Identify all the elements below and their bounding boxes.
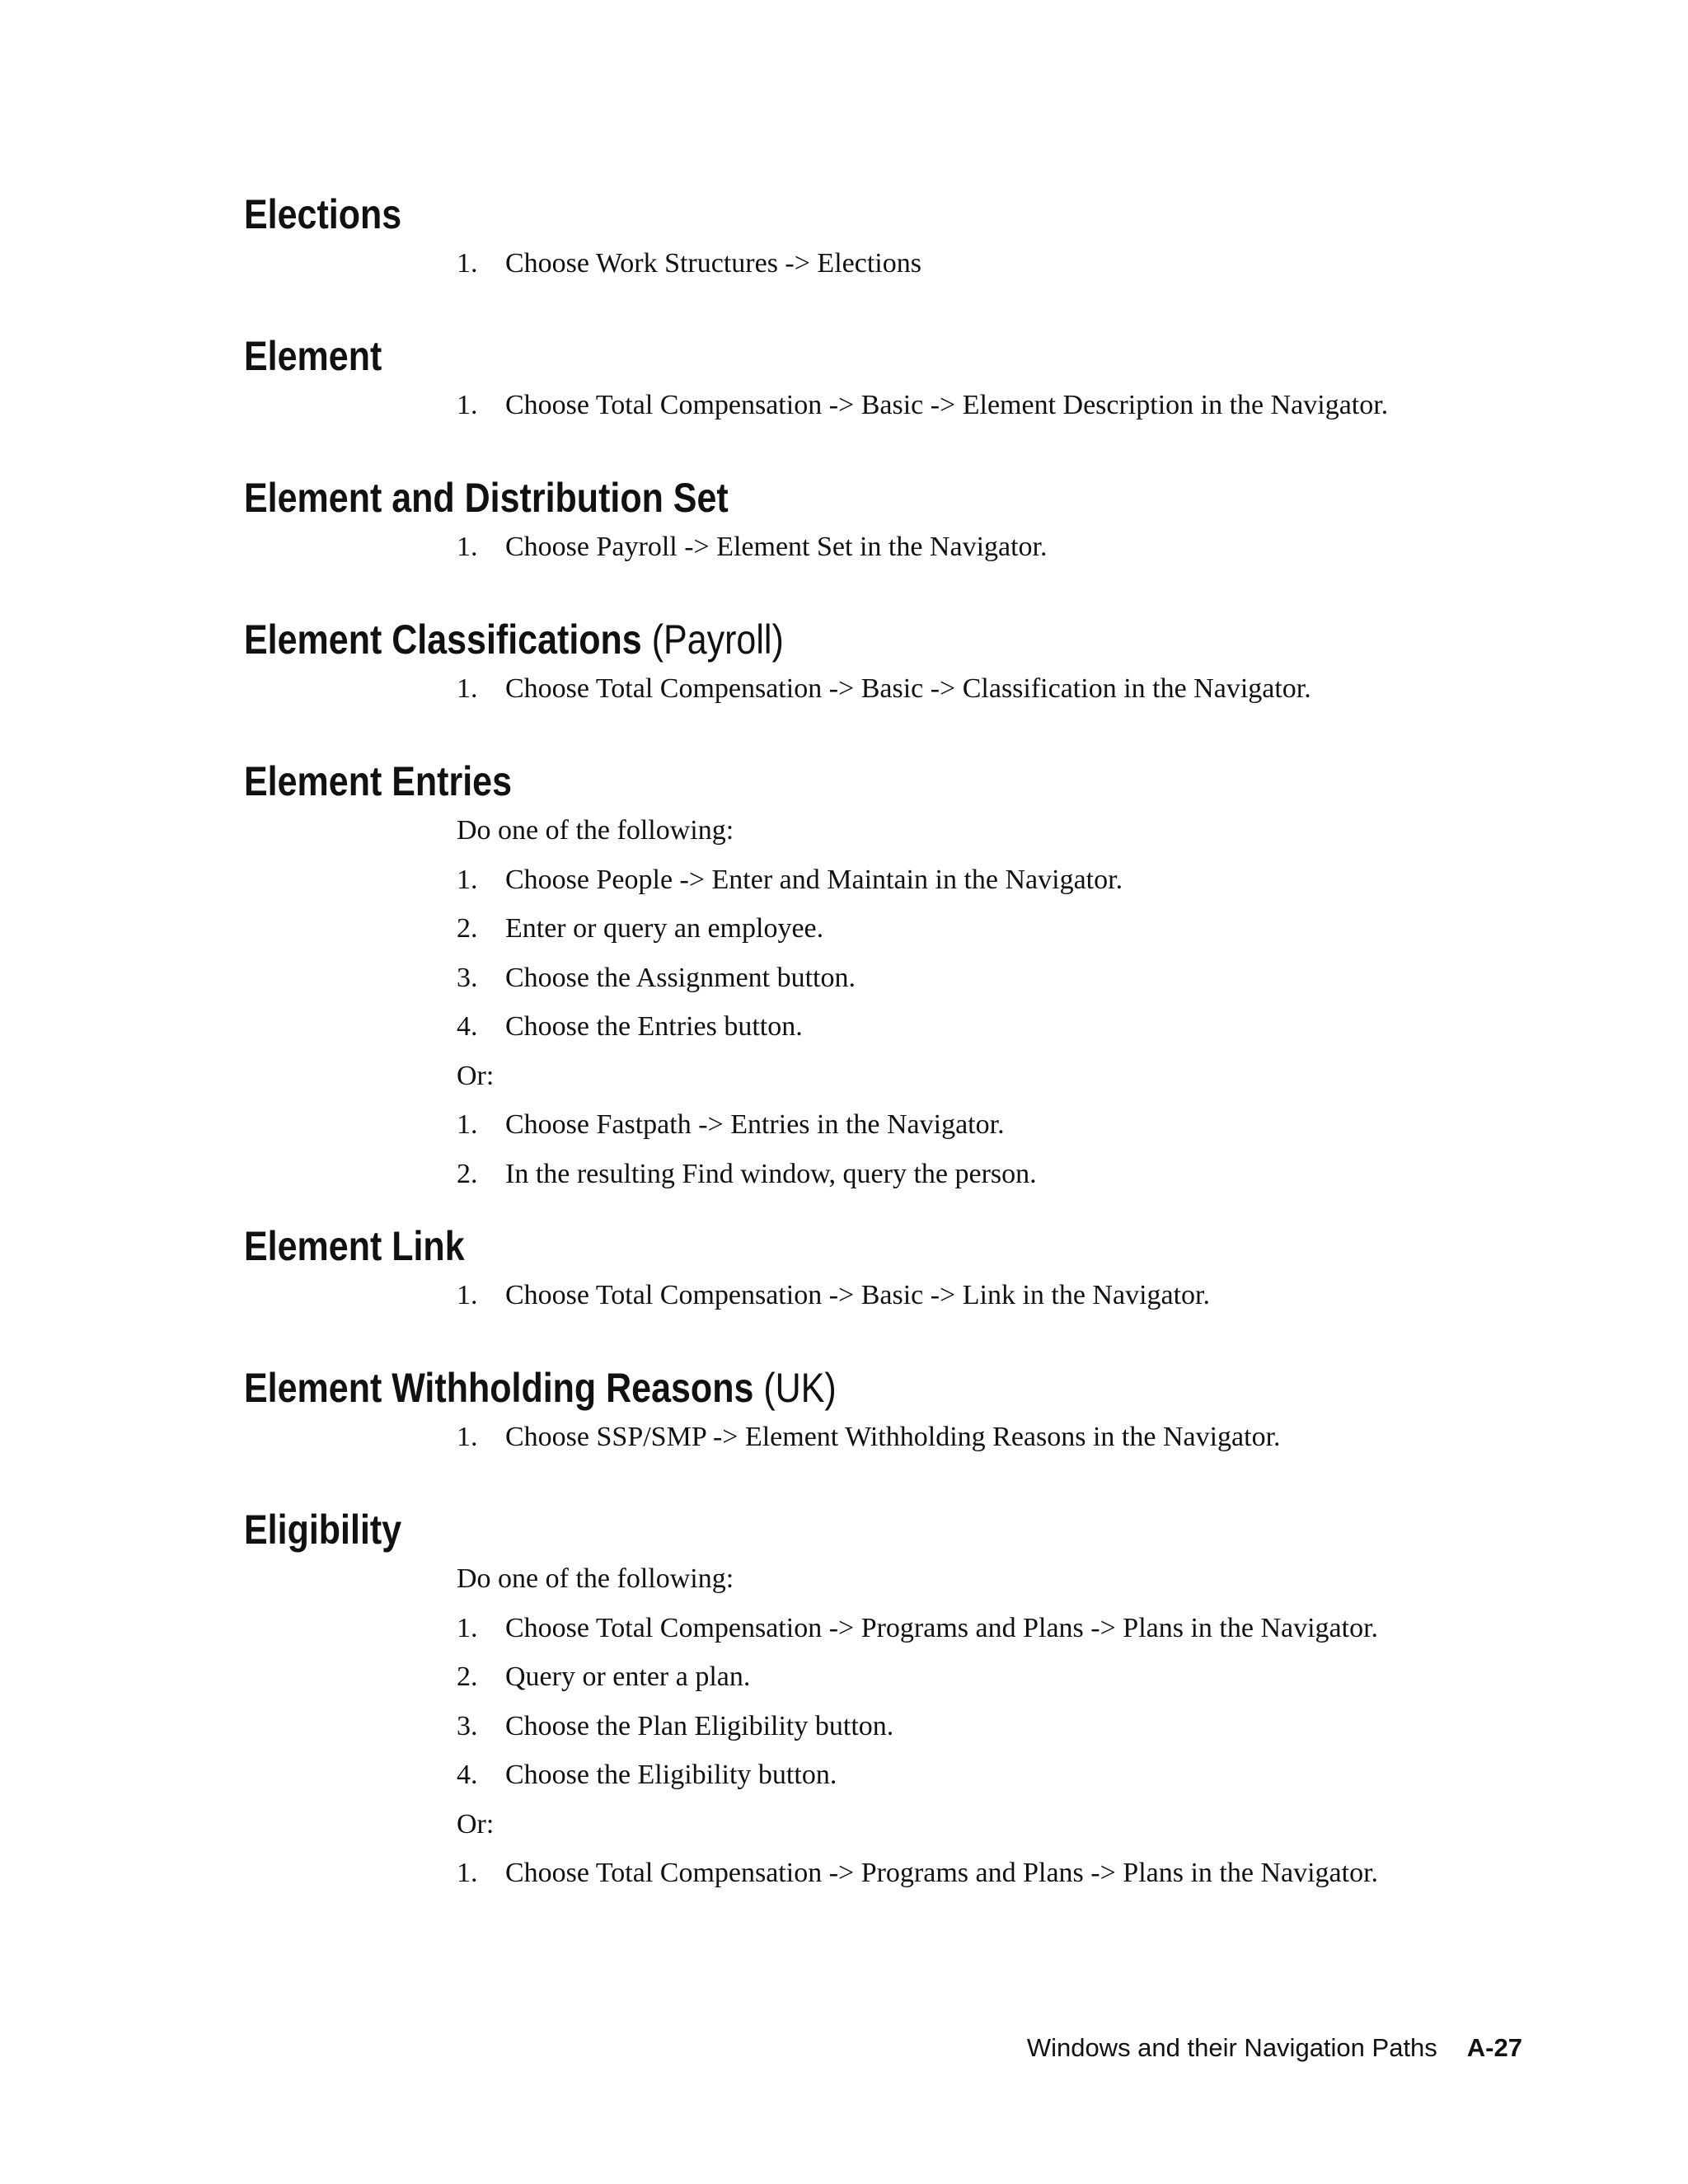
section-heading [244,1363,1350,1413]
step-list [457,806,1530,1198]
step-item [457,1150,1530,1199]
step-text: Choose People -> Enter and Maintain in the Navigator. [505,864,1123,895]
step-item [457,664,1530,714]
step-number: 4. [457,1760,478,1790]
step-text: Enter or query an employee. [505,913,824,944]
or-label: Or: [457,1808,495,1840]
section-elections [244,190,1530,288]
step-item [457,1002,1530,1052]
heading-qualifier: (UK) [763,1365,837,1411]
intro-text [457,806,1530,855]
step-item [457,1604,1530,1653]
or-separator [457,1052,1530,1101]
section-element-entries [244,757,1530,1198]
step-item [457,904,1530,954]
section-element [244,331,1530,430]
or-label: Or: [457,1060,495,1091]
step-text: Choose Work Structures -> Elections [505,248,921,279]
heading-text: Element Entries [244,758,512,804]
heading-text: Element Withholding Reasons [244,1365,754,1411]
intro-text [457,1554,1530,1604]
step-text: Choose Total Compensation -> Programs and Plans -> Plans in the Navigator. [505,1612,1379,1643]
heading-text: Element Link [244,1223,465,1269]
step-text: Choose Total Compensation -> Basic -> Classification in the Navigator. [505,673,1311,704]
step-number: 3. [457,962,478,993]
step-number: 1. [457,1858,478,1888]
step-text: Choose the Assignment button. [505,962,856,993]
intro-label: Do one of the following: [457,1563,734,1594]
section-element-and-distribution-set [244,473,1530,572]
step-number: 1. [457,864,478,895]
step-number: 1. [457,248,478,279]
step-number: 1. [457,1612,478,1643]
section-heading [244,473,1350,523]
step-item [457,239,1530,288]
step-text: Choose Payroll -> Element Set in the Navigator. [505,532,1048,562]
section-heading [244,331,1350,381]
step-text: Choose the Entries button. [505,1011,803,1042]
step-list [457,1271,1530,1320]
step-number: 1. [457,673,478,704]
step-text: Choose Total Compensation -> Basic -> Element Description in the Navigator. [505,390,1389,420]
step-item [457,954,1530,1003]
step-number: 1. [457,532,478,562]
step-number: 2. [457,1661,478,1692]
step-item [457,381,1530,430]
step-item [457,855,1530,905]
heading-text: Elections [244,191,402,237]
step-item [457,1652,1530,1702]
heading-text: Element and Distribution Set [244,475,729,521]
step-number: 1. [457,1280,478,1310]
page-footer [1027,2032,1522,2064]
step-text: Choose Total Compensation -> Programs and Plans -> Plans in the Navigator. [505,1858,1379,1888]
step-number: 1. [457,390,478,420]
step-list [457,1554,1530,1898]
section-heading [244,615,1350,664]
step-text: Choose SSP/SMP -> Element Withholding Reasons in the Navigator. [505,1422,1281,1452]
step-list [457,664,1530,714]
section-element-withholding-reasons [244,1363,1530,1462]
step-item [457,1413,1530,1462]
step-number: 2. [457,913,478,944]
intro-label: Do one of the following: [457,815,734,846]
step-list [457,381,1530,430]
section-element-link [244,1221,1530,1320]
step-item [457,1271,1530,1320]
step-item [457,523,1530,572]
step-item [457,1750,1530,1800]
step-number: 4. [457,1011,478,1042]
section-element-classifications [244,615,1530,714]
heading-text: Eligibility [244,1507,402,1553]
section-heading [244,1221,1350,1271]
section-heading [244,1505,1350,1554]
heading-text: Element Classifications [244,616,642,663]
step-number: 1. [457,1422,478,1452]
step-item [457,1849,1530,1898]
step-text: Choose Total Compensation -> Basic -> Link in the Navigator. [505,1280,1210,1310]
or-separator [457,1800,1530,1849]
section-heading [244,757,1350,806]
page-number: A-27 [1466,2033,1522,2062]
section-heading [244,190,1350,239]
step-list [457,523,1530,572]
step-number: 3. [457,1710,478,1741]
step-item [457,1702,1530,1751]
step-text: In the resulting Find window, query the person. [505,1158,1037,1189]
heading-text: Element [244,333,382,379]
heading-qualifier: (Payroll) [651,616,784,663]
step-text: Choose the Plan Eligibility button. [505,1710,894,1741]
step-list [457,1413,1530,1462]
step-number: 1. [457,1109,478,1140]
step-list [457,239,1530,288]
step-text: Choose the Eligibility button. [505,1760,837,1790]
step-number: 2. [457,1158,478,1189]
step-text: Choose Fastpath -> Entries in the Navigator. [505,1109,1005,1140]
section-eligibility [244,1505,1530,1898]
step-item [457,1100,1530,1150]
step-text: Query or enter a plan. [505,1661,751,1692]
footer-title: Windows and their Navigation Paths [1026,2033,1437,2062]
